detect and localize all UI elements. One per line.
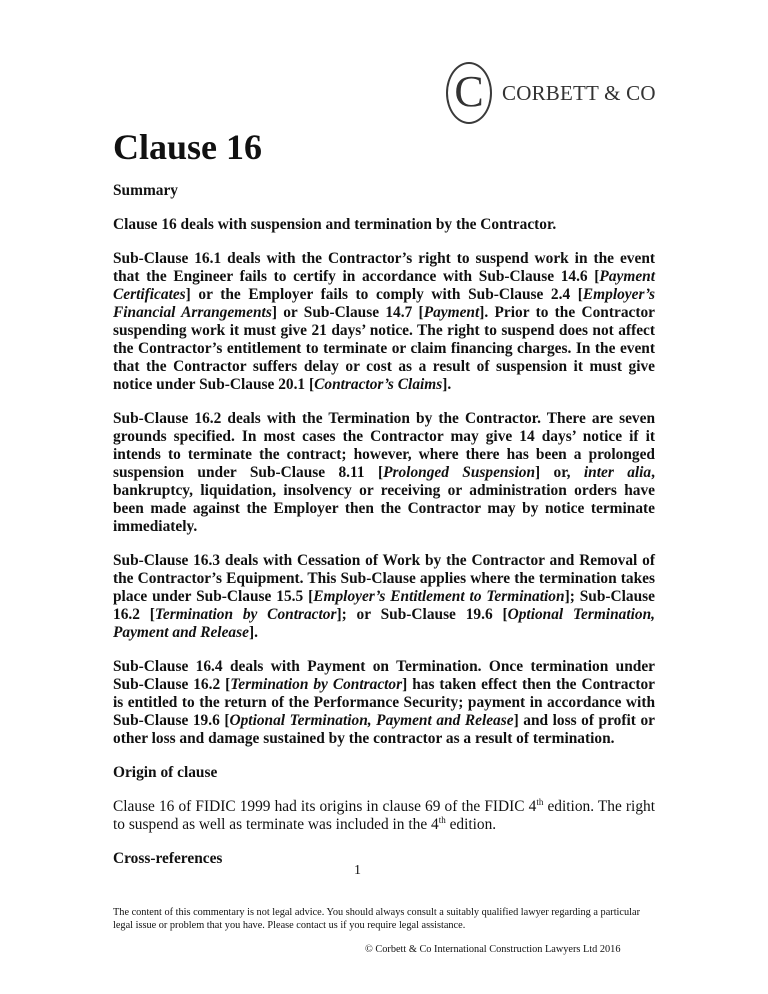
text-run: ] or Sub-Clause 14.7 [ <box>271 303 424 321</box>
italic-reference: Employer’s Financial Arrangements <box>113 285 655 321</box>
paragraph-16-3 <box>113 552 655 642</box>
document-body <box>113 128 655 884</box>
text-run: ] has taken effect then the Contractor is entitled to the return of the Performance Security; payment in accordance with Sub-Clause 19.6 [ <box>113 675 655 729</box>
paragraph-intro: Clause 16 deals with suspension and termination by the Contractor. <box>113 215 557 233</box>
text-run: ]; or Sub-Clause 19.6 [ <box>336 605 508 623</box>
logo-company-name: CORBETT & CO <box>502 80 656 105</box>
paragraph-16-4 <box>113 658 655 748</box>
text-run: Sub-Clause 16.2 deals with the Termination by the Contractor. There are seven grounds specified. In most cases the Contractor may give 14 days’ notice if it intends to terminate the contract; however, where there has been a prolonged suspension under Sub-Clause 8.11 [ <box>113 409 655 481</box>
text-run: ]. <box>442 375 452 393</box>
summary-heading: Summary <box>113 181 178 199</box>
cross-references-heading: Cross-references <box>113 849 223 867</box>
text-run: ] or the Employer fails to comply with Sub-Clause 2.4 [ <box>185 285 583 303</box>
superscript: th <box>438 814 446 825</box>
legal-disclaimer: The content of this commentary is not legal advice. You should always consult a suitably qualified lawyer regarding a particular legal issue or problem that you have. Please contact us if you require legal assistance. <box>113 907 641 931</box>
italic-reference: Prolonged Suspension <box>383 463 536 481</box>
italic-reference: Contractor’s Claims <box>314 375 443 393</box>
origin-heading: Origin of clause <box>113 763 218 781</box>
text-run: ]; Sub-Clause 16.2 [ <box>113 587 655 623</box>
page-title: Clause 16 <box>113 127 263 167</box>
page-number: 1 <box>354 863 361 878</box>
italic-reference: Optional Termination, Payment and Release <box>113 605 655 641</box>
text-run: ] or, <box>535 463 584 481</box>
text-run: Sub-Clause 16.3 deals with Cessation of Work by the Contractor and Removal of the Contractor’s Equipment. This Sub-Clause applies where the termination takes place under Sub-Clause 15.5 [ <box>113 551 655 605</box>
italic-reference: Payment <box>423 303 480 321</box>
paragraph-16-2 <box>113 410 655 536</box>
company-logo <box>446 62 656 124</box>
text-run: Sub-Clause 16.4 deals with Payment on Termination. Once termination under Sub-Clause 16.2 [ <box>113 657 655 693</box>
italic-reference: Payment Certificates <box>113 267 655 303</box>
text-run: , bankruptcy, liquidation, insolvency or receiving or administration orders have been made against the Employer then the Contractor may by notice terminate immediately. <box>113 463 655 535</box>
text-run: ]. Prior to the Contractor suspending work it must give 21 days’ notice. The right to suspend does not affect the Contractor’s entitlement to terminate or claim financing charges. In the event that the Contractor suffers delay or cost as a result of suspension it must give notice under Sub-Clause 20.1 [ <box>113 303 655 393</box>
superscript: th <box>536 796 544 807</box>
copyright-notice: © Corbett & Co International Construction Lawyers Ltd 2016 <box>365 944 621 955</box>
paragraph-origin <box>113 798 655 834</box>
text-run: edition. The right to suspend as well as terminate was included in the 4 <box>113 797 655 833</box>
text-run: Clause 16 of FIDIC 1999 had its origins in clause 69 of the FIDIC 4 <box>113 797 537 815</box>
italic-reference: Termination by Contractor <box>154 605 337 623</box>
italic-reference: inter alia <box>583 463 652 481</box>
paragraph-16-1 <box>113 250 655 394</box>
logo-c-mark <box>446 62 492 124</box>
italic-reference: Optional Termination, Payment and Release <box>229 711 514 729</box>
logo-letter: C <box>454 67 484 116</box>
text-run: ]. <box>248 623 258 641</box>
italic-reference: Employer’s Entitlement to Termination <box>313 587 565 605</box>
text-run: edition. <box>445 815 497 833</box>
text-run: Sub-Clause 16.1 deals with the Contractor’s right to suspend work in the event that the Engineer fails to certify in accordance with Sub-Clause 14.6 [ <box>113 249 655 285</box>
italic-reference: Termination by Contractor <box>230 675 403 693</box>
text-run: ] and loss of profit or other loss and damage sustained by the contractor as a result of termination. <box>113 711 655 747</box>
